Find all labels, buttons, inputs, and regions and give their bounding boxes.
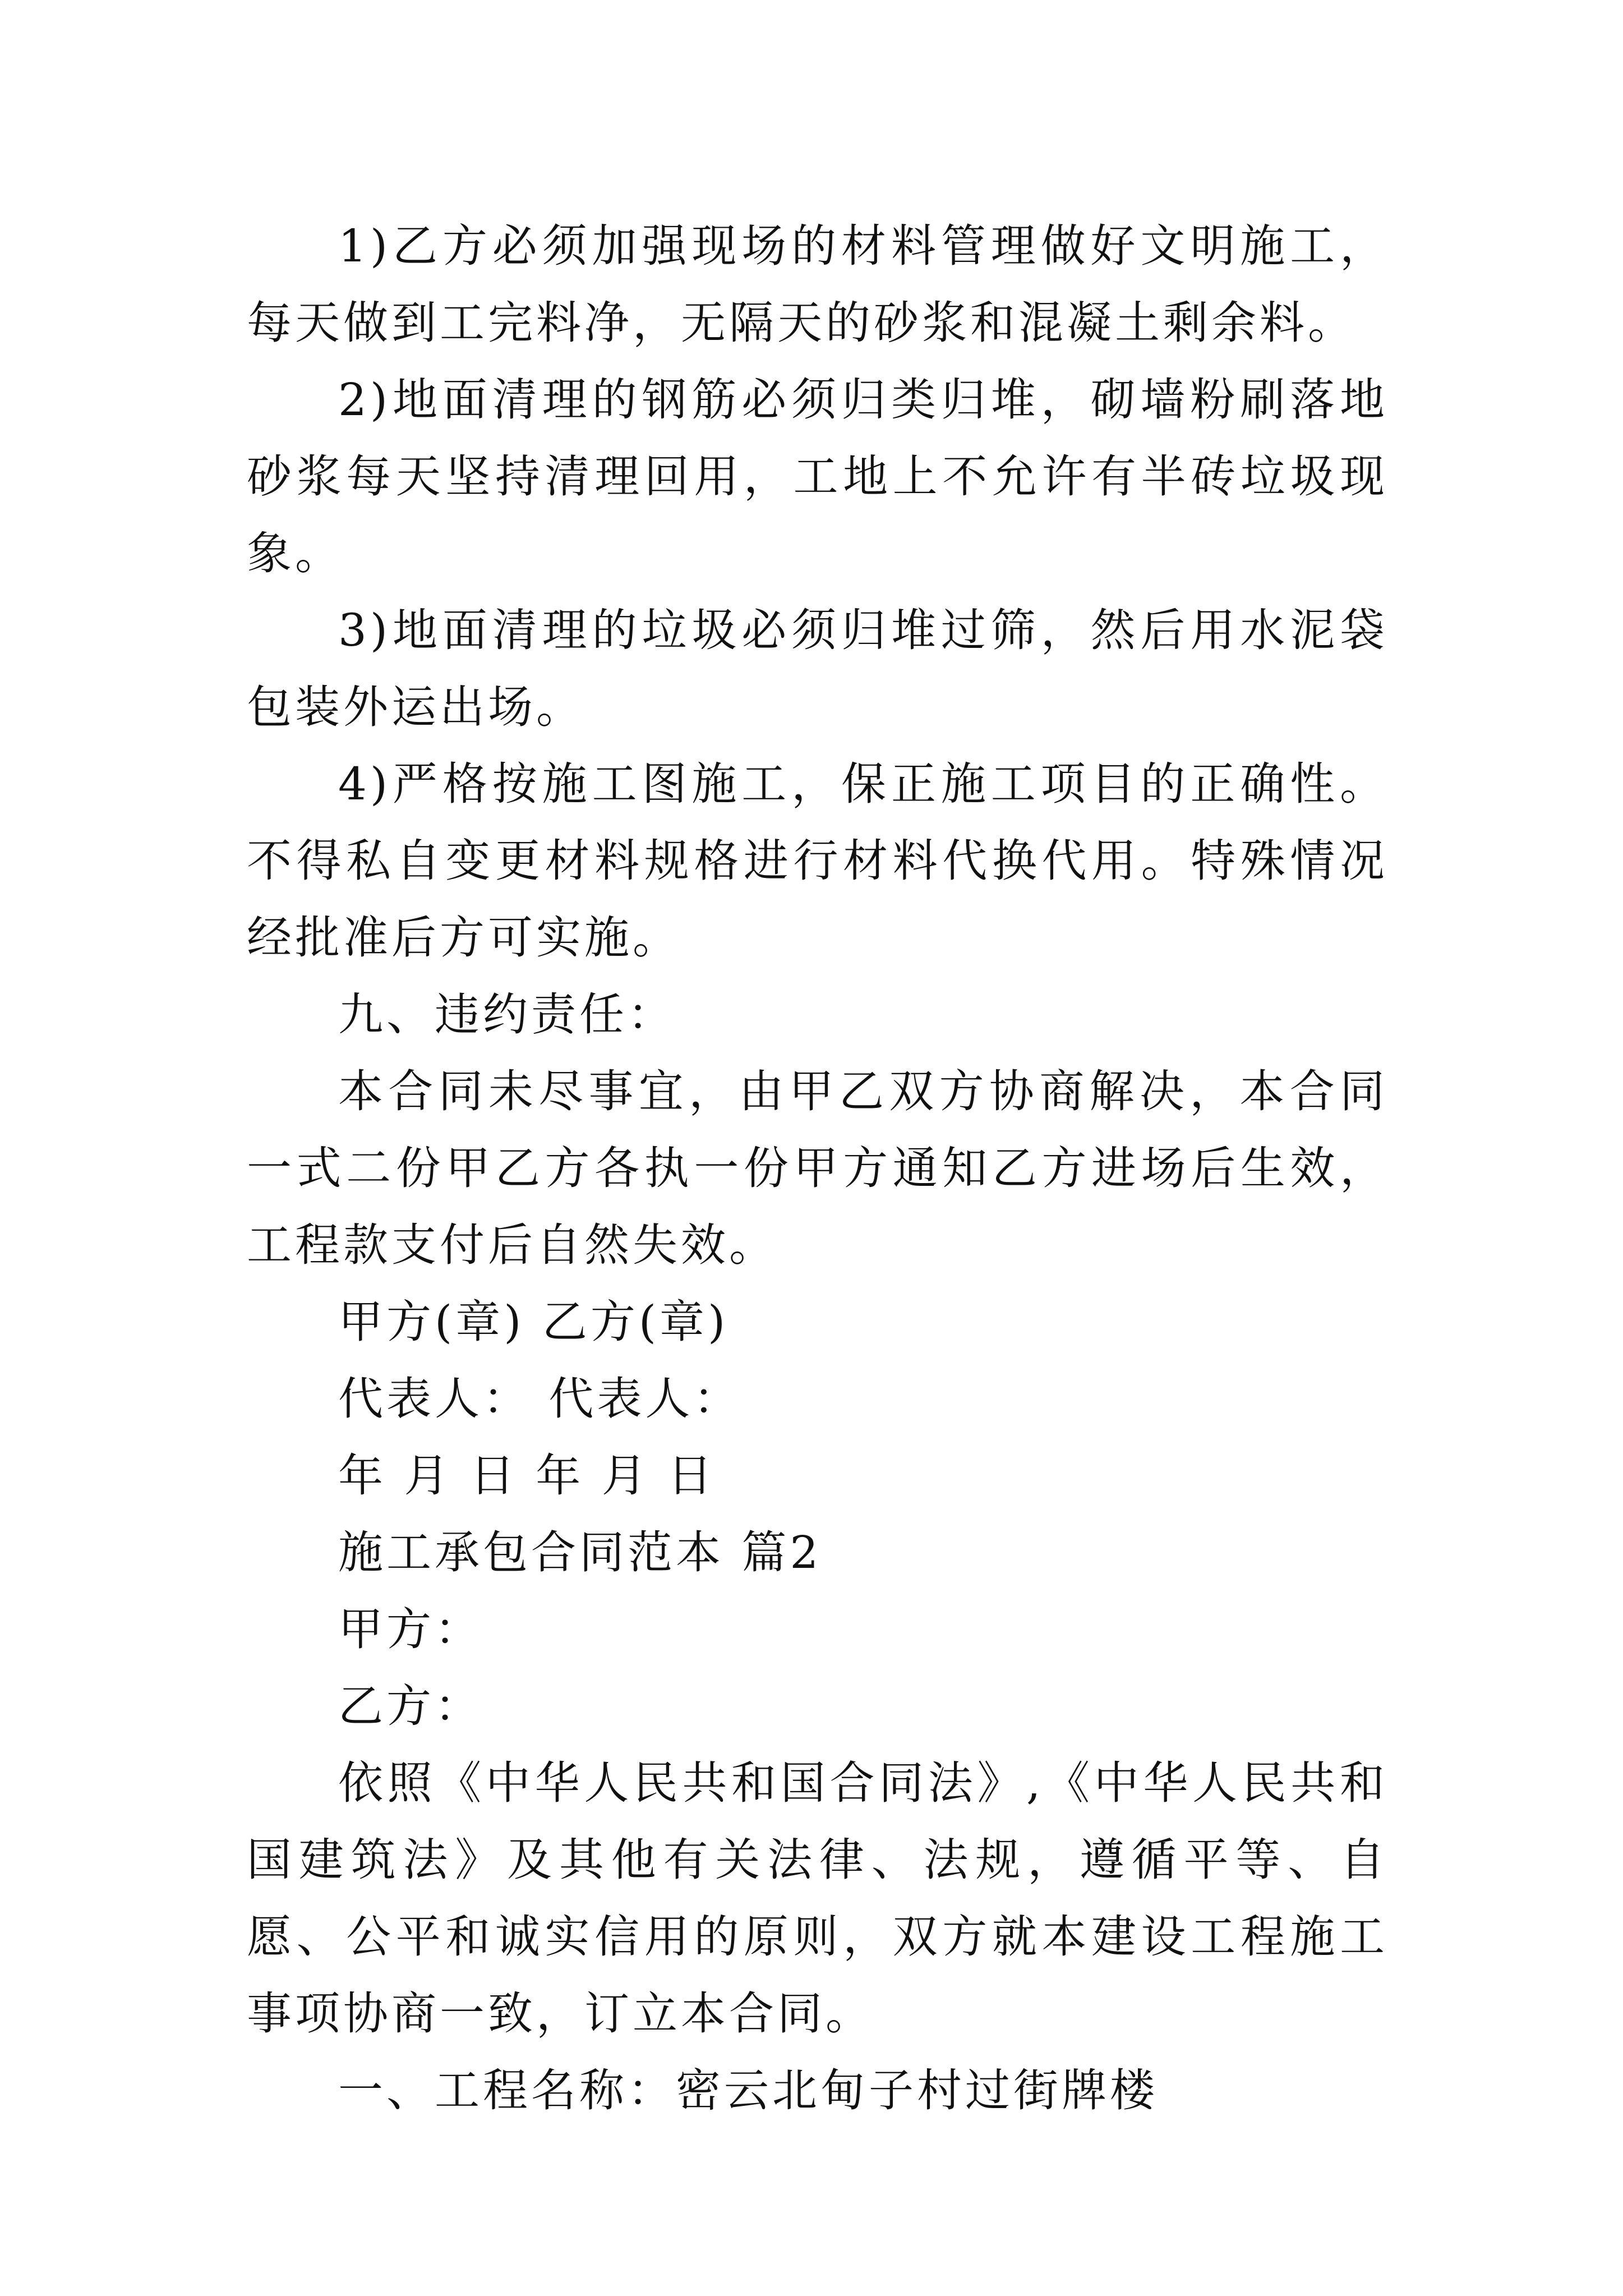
- legal-basis-paragraph: 依照《中华人民共和国合同法》,《中华人民共和国建筑法》及其他有关法律、法规，遵循平等、自愿、公平和诚实信用的原则，双方就本建设工程施工事项协商一致，订立本合同。: [247, 1757, 1388, 2040]
- clause-4-paragraph: 4)严格按施工图施工，保正施工项目的正确性。不得私自变更材料规格进行材料代换代用。特殊情况经批准后方可实施。: [247, 758, 1388, 964]
- date-line: 年 月 日 年 月 日: [338, 1450, 716, 1502]
- section-title: 施工承包合同范本 篇2: [338, 1526, 822, 1579]
- clause-2-paragraph: 2)地面清理的钢筋必须归类归堆，砌墙粉刷落地砂浆每天坚持清理回用，工地上不允许有半砖垃圾现象。: [247, 374, 1388, 579]
- clause-1-paragraph: 1)乙方必须加强现场的材料管理做好文明施工，每天做到工完料净，无隔天的砂浆和混凝土剩余料。: [247, 220, 1388, 349]
- breach-paragraph: 本合同未尽事宜，由甲乙双方协商解决，本合同一式二份甲乙方各执一份甲方通知乙方进场后生效，工程款支付后自然失效。: [247, 1065, 1388, 1271]
- seal-line: 甲方(章) 乙方(章): [338, 1296, 729, 1348]
- party-b-line: 乙方：: [338, 1680, 483, 1732]
- clause-3-paragraph: 3)地面清理的垃圾必须归堆过筛，然后用水泥袋包装外运出场。: [247, 604, 1388, 733]
- project-name-line: 一、工程名称：密云北甸子村过街牌楼: [338, 2064, 1158, 2116]
- representative-line: 代表人： 代表人：: [338, 1373, 742, 1425]
- section-heading-breach: 九、违约责任：: [338, 988, 676, 1041]
- party-a-line: 甲方：: [338, 1603, 483, 1655]
- document-body: [247, 208, 1388, 2129]
